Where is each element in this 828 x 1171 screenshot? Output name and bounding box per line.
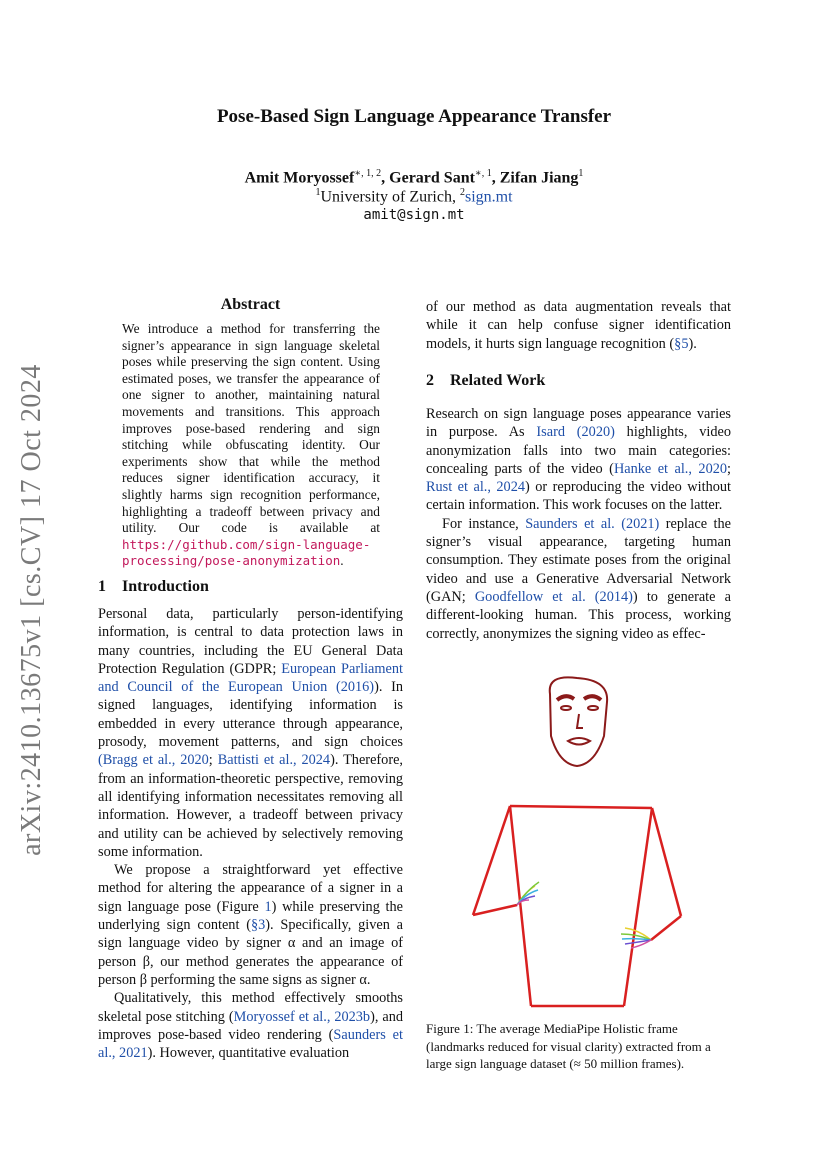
author-name: Gerard Sant	[389, 169, 475, 187]
affiliation-text: University of Zurich,	[320, 188, 460, 206]
section-number: 2	[426, 372, 434, 389]
text-run: of our method as data augmentation reveals that while it can help confuse signer identification models, it hurts sign language recognition (	[426, 299, 731, 352]
text-run: ).	[688, 335, 697, 352]
related-work-heading	[426, 372, 545, 390]
left-upper-arm	[473, 806, 510, 915]
citation-link[interactable]: Isard (2020)	[536, 424, 615, 441]
text-run: For instance,	[442, 515, 526, 532]
arxiv-identifier: arXiv:2410.13675v1 [cs.CV] 17 Oct 2024	[16, 364, 47, 856]
citation-link[interactable]: Moryossef et al., 2023b	[233, 1008, 371, 1025]
affiliation-link[interactable]: sign.mt	[464, 188, 513, 206]
section-ref-link[interactable]: §3	[250, 917, 266, 934]
text-run: ). Specifically, given a sign language video by signer α and an image of person β, our method generates the appearance of person β performing the same signs as signer α.	[98, 917, 404, 988]
citation-link[interactable]: Rust et al., 2024	[426, 479, 525, 496]
continued-paragraph	[426, 298, 731, 353]
right-hand-landmarks	[621, 928, 651, 948]
intro-paragraph-3	[98, 989, 403, 1062]
text-run: Research on sign language poses appearance varies in purpose. As	[426, 406, 731, 441]
abstract-end: .	[340, 553, 344, 569]
author-affiliation-mark: ∗, 1	[474, 168, 492, 179]
citation-link[interactable]: Saunders et al. (2021)	[525, 515, 660, 532]
affiliation-mark: 1	[315, 187, 321, 198]
text-run: ). However, quantitative evaluation	[147, 1045, 350, 1062]
citation-link[interactable]: Saunders et al., 2021	[98, 1026, 403, 1062]
nose	[577, 714, 583, 728]
text-run: replace the signer’s visual appearance, targeting human consumption. They estimate poses from the original video and use a Generative Adversarial Network (GAN;	[426, 515, 731, 605]
text-run: ) or reproducing the video without certain information. This work focuses on the latter.	[426, 479, 731, 514]
right-upper-arm	[652, 808, 681, 916]
pose-figure	[455, 672, 705, 1012]
arxiv-sidebar	[12, 360, 52, 860]
intro-paragraph-2	[98, 861, 403, 989]
text-run: ) while preserving the underlying sign content (	[98, 898, 404, 934]
affiliations	[0, 187, 828, 206]
citation-link[interactable]: Hanke et al., 2020	[613, 460, 728, 477]
text-run: ;	[727, 460, 732, 477]
shoulder-line	[510, 806, 652, 808]
text-run: ). In signed languages, identifying information is embedded in every utterance through appearance, prosody, movement patterns, and sign choices	[98, 679, 403, 751]
related-work-body	[426, 405, 731, 643]
author-affiliation-mark: 1	[578, 168, 584, 179]
section-title: Related Work	[450, 372, 546, 389]
author-list: Amit Moryossef$^{∗, 1, 2}$, Gerard Sant$^{∗, 1}$, Zifan Jiang$^1$	[244, 168, 584, 187]
author-affiliation-mark: ∗, 1, 2	[354, 168, 382, 179]
text-run: ), and improves pose-based video rendering (	[98, 1008, 403, 1043]
code-url-link[interactable]: https://github.com/sign-language-processing/pose-anonymization	[122, 536, 371, 569]
text-run: Qualitatively, this method effectively smooths skeletal pose stitching (	[98, 990, 403, 1025]
affiliation-mark: 2	[459, 187, 465, 198]
related-paragraph-2	[426, 515, 731, 643]
abstract-body: We introduce a method for transferring the signer’s appearance in sign language skeletal poses while preserving the sign content. Using estimated poses, we transfer the appearance of one signer to another, maintaining natural movements and transitions. This approach improves pose-based rendering and sign stitching while obfuscating identity. Our experiments show that while the method reduces signer identification accuracy, it slightly harms sign recognition performance, highlighting a tradeoff between privacy and utility. Our code is available at	[122, 321, 380, 536]
face-landmarks	[550, 677, 607, 766]
text-run: ;	[208, 752, 218, 769]
left-forearm	[473, 905, 517, 915]
pose-skeleton-drawing	[455, 672, 705, 1012]
abstract-heading: Abstract	[220, 296, 281, 313]
text-run: ). Therefore, from an information-theoretic perspective, removing all identifying information necessitates removing all information. However, a tradeoff between privacy and utility can be achieved by selectively removing some information.	[98, 752, 403, 860]
citation-link[interactable]: Battisti et al., 2024	[217, 752, 331, 769]
intro-paragraph-1	[98, 605, 403, 861]
author-name: Amit Moryossef	[244, 169, 355, 187]
section-title: Introduction	[122, 578, 209, 595]
paper-title: Pose-Based Sign Language Appearance Transfer	[216, 106, 612, 127]
body-landmarks	[473, 806, 681, 1006]
text-run: ) to generate a different-looking human. This process, working correctly, anonymizes the signing video as effec-	[426, 588, 731, 642]
right-torso-edge	[624, 808, 652, 1006]
figure-caption: Figure 1: The average MediaPipe Holistic frame (landmarks reduced for visual clarity) extracted from a large sign language dataset (≈ 50 million frames).	[426, 1021, 711, 1071]
intro-body	[98, 605, 403, 1062]
right-eye	[588, 706, 598, 710]
right-column-top	[426, 298, 731, 353]
figure-ref-link[interactable]: 1	[264, 898, 272, 915]
text-run: highlights, video anonymization falls into two main categories: concealing parts of the video (	[426, 424, 731, 477]
left-eyebrow	[557, 696, 574, 700]
abstract-text	[122, 321, 380, 570]
contact-email: amit@sign.mt	[363, 207, 465, 223]
text-run: Personal data, particularly person-identifying information, is central to data protection laws in many countries, including the EU General Data Protection Regulation (GDPR;	[98, 606, 403, 677]
related-paragraph-1	[426, 405, 731, 515]
citation-link[interactable]: European Parliament and Council of the European Union (2016)	[98, 660, 403, 696]
section-number: 1	[98, 578, 106, 595]
section-ref-link[interactable]: §5	[674, 335, 689, 352]
finger-middle	[622, 939, 651, 940]
citation-link[interactable]: (Bragg et al., 2020	[98, 752, 209, 769]
citation-link[interactable]: Goodfellow et al. (2014)	[474, 588, 633, 605]
mouth	[568, 738, 590, 745]
intro-heading	[98, 578, 209, 596]
left-eye	[561, 706, 571, 710]
author-name: Zifan Jiang	[499, 169, 579, 187]
right-forearm	[651, 916, 681, 940]
right-eyebrow	[584, 696, 601, 700]
text-run: We propose a straightforward yet effective method for altering the appearance of a signer in a sign language pose (Figure	[98, 862, 403, 915]
